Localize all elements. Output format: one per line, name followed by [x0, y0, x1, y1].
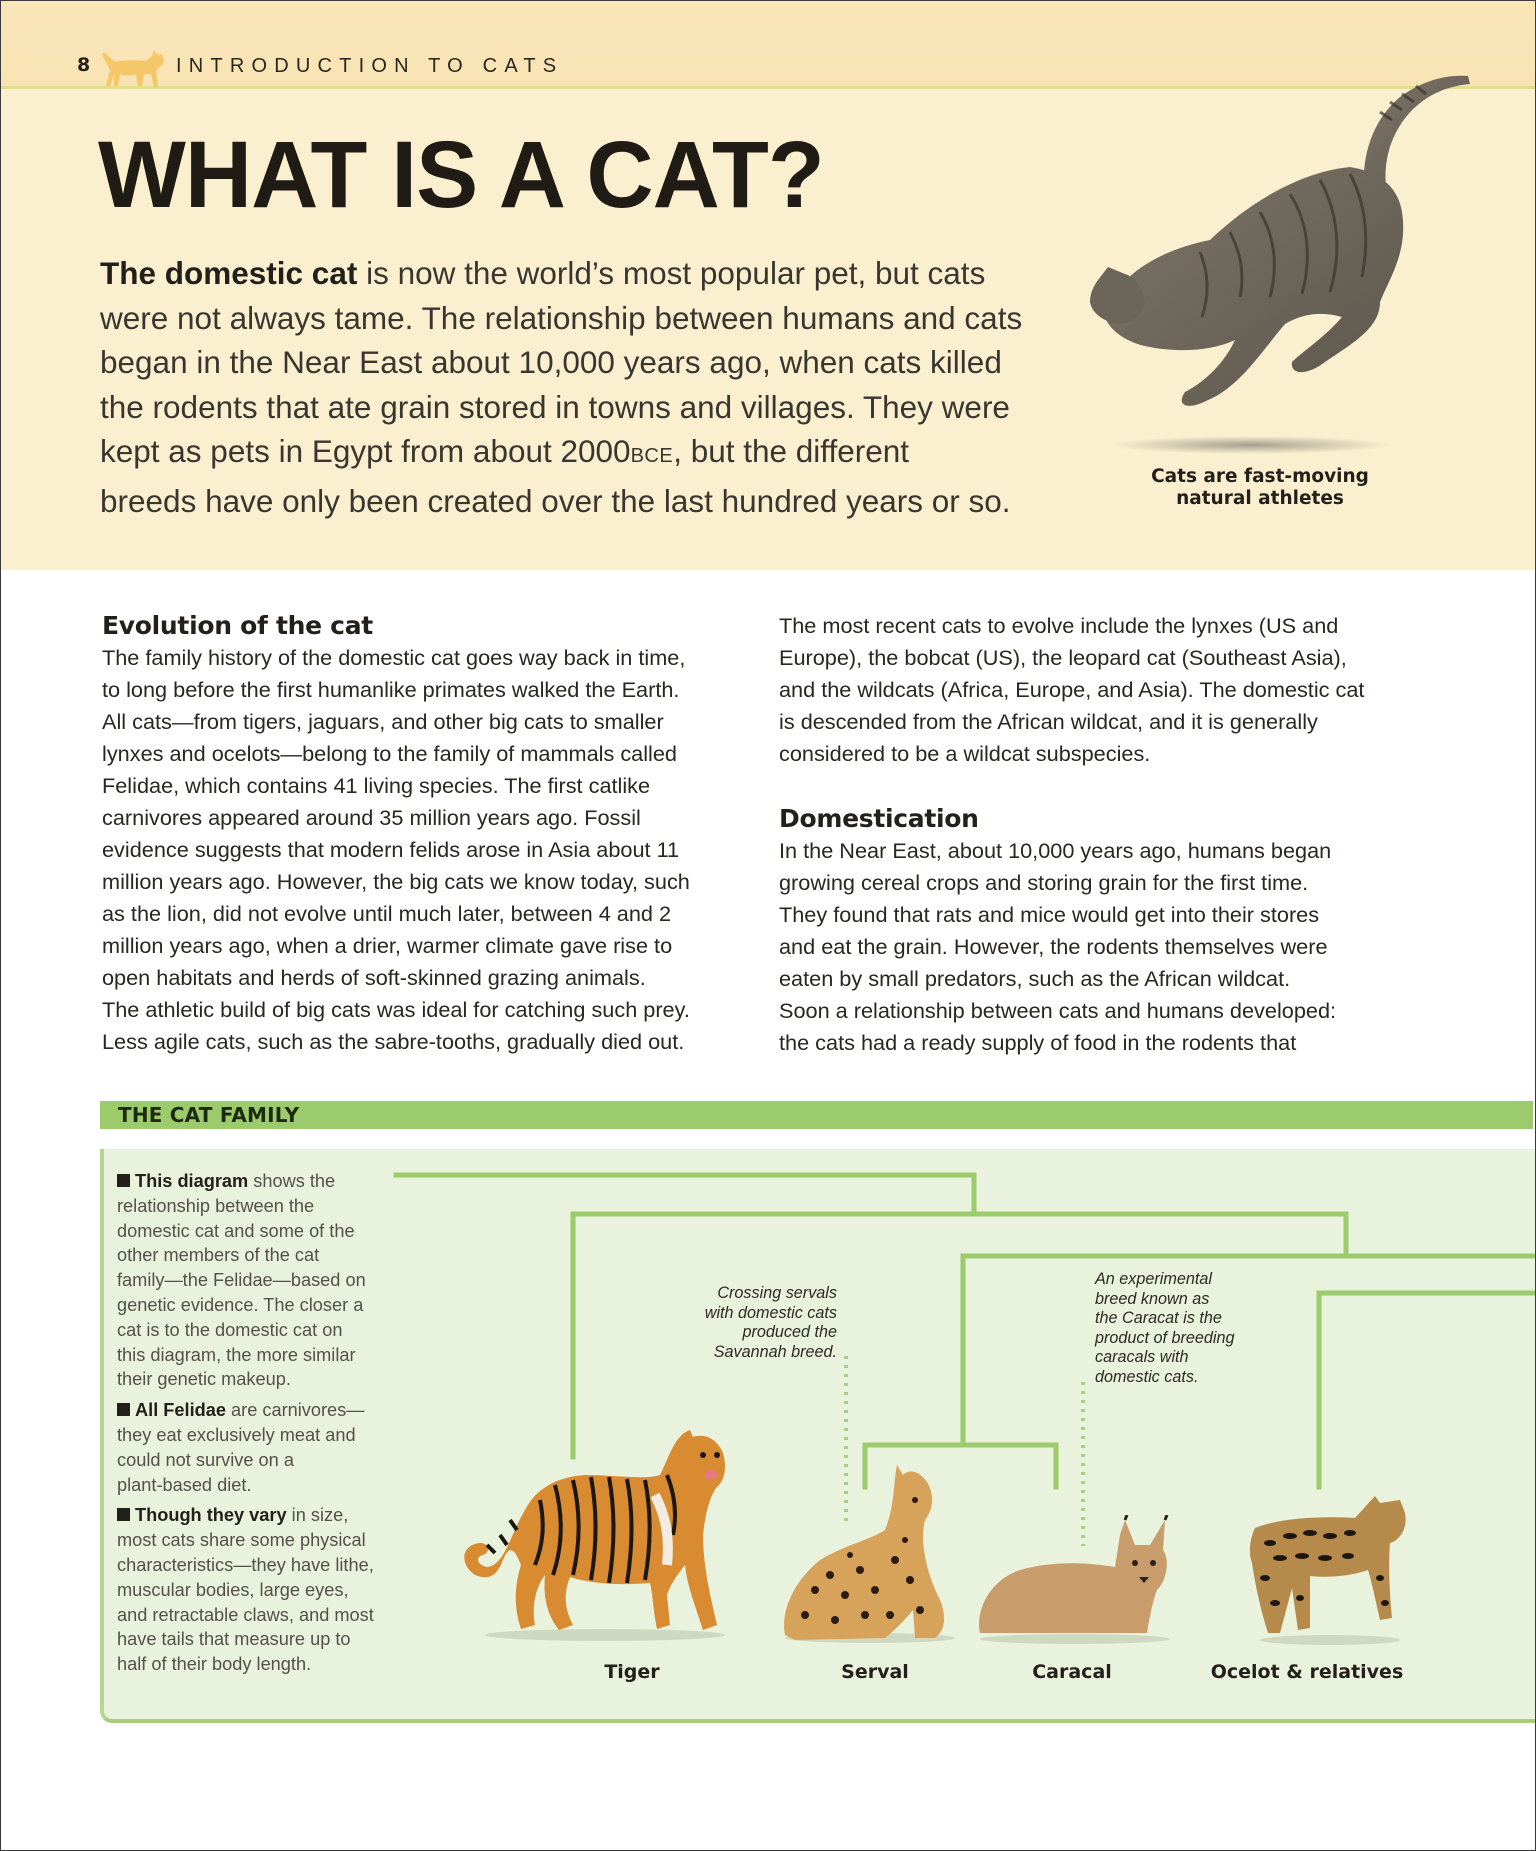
- recent-cats-line: Europe), the bobcat (US), the leopard cat (Southeast Asia),: [779, 645, 1347, 670]
- caracal-image: [975, 1515, 1175, 1645]
- label-caracal: Caracal: [1032, 1661, 1112, 1683]
- page-number: 8: [77, 54, 91, 76]
- intro-line: began in the Near East about 10,000 years ago, when cats killed: [100, 344, 1002, 381]
- note-line: other members of the cat: [117, 1245, 320, 1266]
- note-line: this diagram, the more similar: [117, 1344, 356, 1365]
- evolution-line: All cats—from tigers, jaguars, and other big cats to smaller: [102, 709, 664, 734]
- note-lead: This diagram: [135, 1171, 249, 1191]
- note-line: relationship between the: [117, 1195, 315, 1216]
- domestication-line: and eat the grain. However, the rodents themselves were: [779, 934, 1328, 959]
- note-first-line: Though they vary in size,: [117, 1503, 417, 1528]
- intro-paragraph: [100, 251, 1050, 524]
- note-line: could not survive on a: [117, 1449, 294, 1470]
- evolution-line: The athletic build of big cats was ideal for catching such prey.: [102, 997, 690, 1022]
- page-title: WHAT IS A CAT?: [98, 122, 824, 228]
- note-line: plant-based diet.: [117, 1474, 252, 1495]
- domestication-heading: Domestication: [779, 804, 979, 833]
- intro-line: breeds have only been created over the last hundred years or so.: [100, 482, 1011, 519]
- intro-line: kept as pets in Egypt from about 2000BCE, but the different: [100, 433, 910, 470]
- domestication-body: [779, 835, 1419, 1059]
- evolution-line: evidence suggests that modern felids arose in Asia about 11: [102, 837, 680, 862]
- note-line: half of their body length.: [117, 1654, 312, 1675]
- domestication-line: eaten by small predators, such as the African wildcat.: [779, 966, 1291, 991]
- recent-cats-line: and the wildcats (Africa, Europe, and Asia). The domestic cat: [779, 677, 1365, 702]
- evolution-line: Felidae, which contains 41 living species. The first catlike: [102, 773, 651, 798]
- label-tiger: Tiger: [604, 1661, 660, 1683]
- evolution-line: as the lion, did not evolve until much later, between 4 and 2: [102, 901, 672, 926]
- note-line: their genetic makeup.: [117, 1369, 291, 1390]
- recent-cats-line: The most recent cats to evolve include the lynxes (US and: [779, 613, 1339, 638]
- note-line: family—the Felidae—based on: [117, 1270, 366, 1291]
- domestication-line: the cats had a ready supply of food in the rodents that: [779, 1030, 1297, 1055]
- savannah-annotation: Crossing servals with domestic cats produced the Savannah breed.: [704, 1284, 837, 1361]
- era-abbrev: BCE: [630, 445, 674, 468]
- cat-family-notes: [117, 1169, 417, 1683]
- domestication-line: growing cereal crops and storing grain for the first time.: [779, 870, 1309, 895]
- note-line: they eat exclusively meat and: [117, 1424, 356, 1445]
- intro-lead: The domestic cat: [100, 255, 358, 291]
- intro-line: the rodents that ate grain stored in towns and villages. They were: [100, 388, 1010, 425]
- evolution-line: lynxes and ocelots—belong to the family of mammals called: [102, 741, 677, 766]
- evolution-line: million years ago. However, the big cats we know today, such: [102, 869, 690, 894]
- note-first-line: All Felidae are carnivores—: [117, 1398, 417, 1423]
- cat-family-note: [117, 1503, 417, 1677]
- square-bullet-icon: [117, 1508, 130, 1521]
- note-line: most cats share some physical: [117, 1530, 366, 1551]
- evolution-heading: Evolution of the cat: [102, 611, 373, 640]
- evolution-line: to long before the first humanlike primates walked the Earth.: [102, 677, 680, 702]
- cat-shadow: [1110, 436, 1390, 454]
- note-lead: Though they vary: [135, 1505, 287, 1526]
- note-lead: All Felidae: [135, 1400, 226, 1421]
- recent-cats-line: considered to be a wildcat subspecies.: [779, 741, 1151, 766]
- intro-line: were not always tame. The relationship between humans and cats: [100, 299, 1023, 336]
- note-line: cat is to the domestic cat on: [117, 1319, 343, 1340]
- walking-cat-icon: [96, 46, 168, 90]
- evolution-line: The family history of the domestic cat goes way back in time,: [102, 645, 686, 670]
- domestication-line: Soon a relationship between cats and humans developed:: [779, 998, 1337, 1023]
- intro-line: The domestic cat is now the world’s most popular pet, but cats: [100, 255, 986, 291]
- running-head: INTRODUCTION TO CATS: [176, 55, 564, 77]
- note-line: have tails that measure up to: [117, 1629, 351, 1650]
- note-line: characteristics—they have lithe,: [117, 1554, 374, 1575]
- cat-family-title: THE CAT FAMILY: [118, 1103, 300, 1127]
- leaping-cat-image: [1080, 62, 1480, 462]
- domestication-line: In the Near East, about 10,000 years ago, humans began: [779, 838, 1332, 863]
- hero-caption: Cats are fast-moving natural athletes: [1151, 466, 1369, 509]
- recent-cats-body: [779, 610, 1419, 770]
- square-bullet-icon: [117, 1174, 130, 1187]
- recent-cats-line: is descended from the African wildcat, and it is generally: [779, 709, 1318, 734]
- serval-image: [775, 1460, 965, 1645]
- label-ocelot: Ocelot & relatives: [1210, 1661, 1404, 1683]
- evolution-section: [102, 610, 742, 1058]
- caracat-annotation: An experimental breed known as the Caracat is the product of breeding caracals with domestic cats.: [1095, 1270, 1235, 1386]
- note-line: muscular bodies, large eyes,: [117, 1579, 349, 1600]
- note-line: genetic evidence. The closer a: [117, 1294, 364, 1315]
- note-line: domestic cat and some of the: [117, 1220, 355, 1241]
- evolution-line: million years ago, when a drier, warmer climate gave rise to: [102, 933, 673, 958]
- note-first-line: This diagram shows the: [117, 1169, 417, 1194]
- tiger-image: [455, 1425, 755, 1645]
- evolution-line: carnivores appeared around 35 million years ago. Fossil: [102, 805, 641, 830]
- right-column: [779, 610, 1419, 1059]
- label-serval: Serval: [841, 1661, 909, 1683]
- cat-family-note: [117, 1169, 417, 1392]
- note-line: and retractable claws, and most: [117, 1604, 374, 1625]
- evolution-body: [102, 642, 742, 1058]
- ocelot-image: [1240, 1488, 1415, 1648]
- evolution-line: open habitats and herds of soft-skinned grazing animals.: [102, 965, 646, 990]
- domestication-line: They found that rats and mice would get into their stores: [779, 902, 1320, 927]
- evolution-line: Less agile cats, such as the sabre-tooths, gradually died out.: [102, 1029, 685, 1054]
- cat-family-note: [117, 1398, 417, 1497]
- cat-family-bar: [100, 1101, 1533, 1129]
- square-bullet-icon: [117, 1403, 130, 1416]
- cat-body: [1105, 167, 1403, 406]
